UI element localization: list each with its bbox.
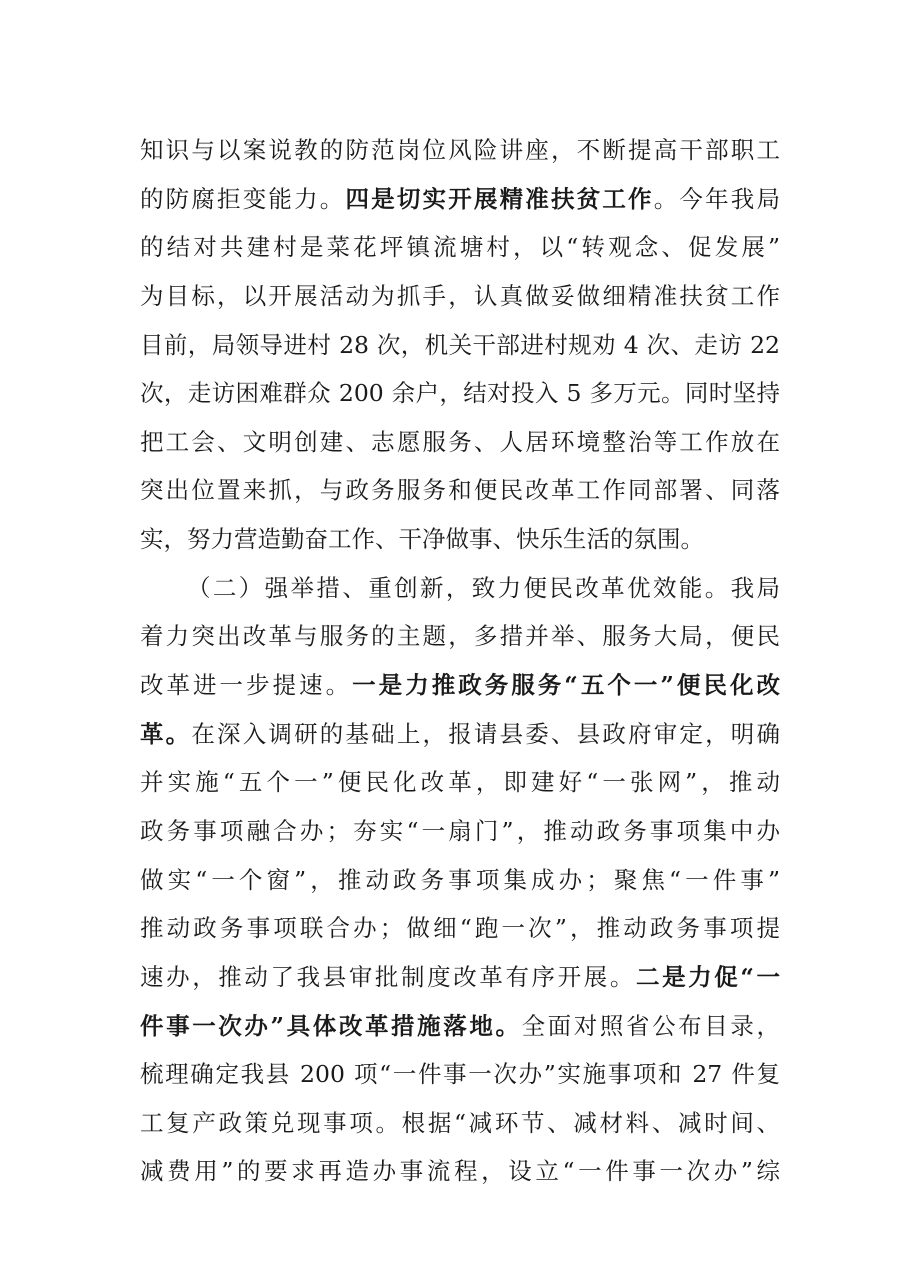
text-line — [140, 758, 780, 807]
text-segment: 次，走访困难群众 200 余户，结对投入 5 多万元。同时坚持 — [140, 379, 780, 408]
text-segment: 。今年我局 — [653, 184, 780, 213]
text-line — [140, 272, 780, 321]
text-segment: 推动政务事项联合办；做细“跑一次”，推动政务事项提 — [140, 914, 780, 943]
text-line — [140, 661, 780, 710]
text-segment: 改革进一步提速。 — [140, 671, 353, 700]
bold-text-segment: 四是切实开展精准扶贫工作 — [345, 184, 654, 213]
text-line — [140, 515, 780, 564]
text-segment: （二）强举措、重创新，致力便民改革优效能。我局 — [187, 573, 780, 602]
text-segment: 工复产政策兑现事项。根据“减环节、减材料、减时间、 — [140, 1108, 780, 1137]
text-line — [140, 418, 780, 467]
text-line — [140, 904, 780, 953]
text-line — [140, 807, 780, 856]
text-line — [140, 564, 780, 613]
text-segment: 的防腐拒变能力。 — [140, 184, 346, 213]
text-segment: 速办，推动了我县审批制度改革有序开展。 — [140, 962, 636, 991]
text-line — [140, 321, 780, 370]
text-line — [140, 1099, 780, 1148]
text-segment: 把工会、文明创建、志愿服务、人居环境整治等工作放在 — [140, 427, 780, 456]
text-segment: 减费用”的要求再造办事流程，设立“一件事一次办”综 — [140, 1157, 780, 1186]
text-segment: 在深入调研的基础上，报请县委、县政府审定，明确 — [191, 719, 780, 748]
bold-text-segment: 二是力促“一 — [635, 962, 781, 991]
text-segment: 并实施“五个一”便民化改革，即建好“一张网”，推动 — [140, 768, 780, 797]
text-line — [140, 1147, 780, 1196]
text-segment: 梳理确定我县 200 项“一件事一次办”实施事项和 27 件复 — [140, 1060, 780, 1089]
text-segment: 全面对照省公布目录， — [521, 1011, 780, 1040]
text-line — [140, 612, 780, 661]
text-line — [140, 126, 780, 175]
text-segment: 做实“一个窗”，推动政务事项集成办；聚焦“一件事” — [140, 865, 780, 894]
body-text — [140, 126, 780, 1196]
text-line — [140, 466, 780, 515]
text-segment: 的结对共建村是菜花坪镇流塘村，以“转观念、促发展” — [140, 233, 780, 262]
text-segment: 知识与以案说教的防范岗位风险讲座，不断提高干部职工 — [140, 136, 780, 164]
text-segment: 为目标，以开展活动为抓手，认真做妥做细精准扶贫工作 — [140, 281, 780, 310]
text-segment: 目前，局领导进村 28 次，机关干部进村规劝 4 次、走访 22 — [140, 330, 780, 359]
bold-text-segment: 革。 — [140, 719, 192, 748]
bold-text-segment: 件事一次办”具体改革措施落地。 — [140, 1011, 522, 1040]
text-line — [140, 369, 780, 418]
text-line — [140, 710, 780, 759]
text-line — [140, 1002, 780, 1051]
text-segment: 实，努力营造勤奋工作、干净做事、快乐生活的氛围。 — [140, 525, 704, 554]
bold-text-segment: 一是力推政务服务“五个一”便民化改 — [352, 671, 780, 700]
text-line — [140, 953, 780, 1002]
text-segment: 着力突出改革与服务的主题，多措并举、服务大局，便民 — [140, 622, 780, 651]
text-line — [140, 1050, 780, 1099]
text-segment: 突出位置来抓，与政务服务和便民改革工作同部署、同落 — [140, 476, 780, 505]
text-segment: 政务事项融合办；夯实“一扇门”，推动政务事项集中办 — [140, 816, 780, 845]
text-line — [140, 223, 780, 272]
text-line — [140, 856, 780, 905]
text-line — [140, 175, 780, 224]
